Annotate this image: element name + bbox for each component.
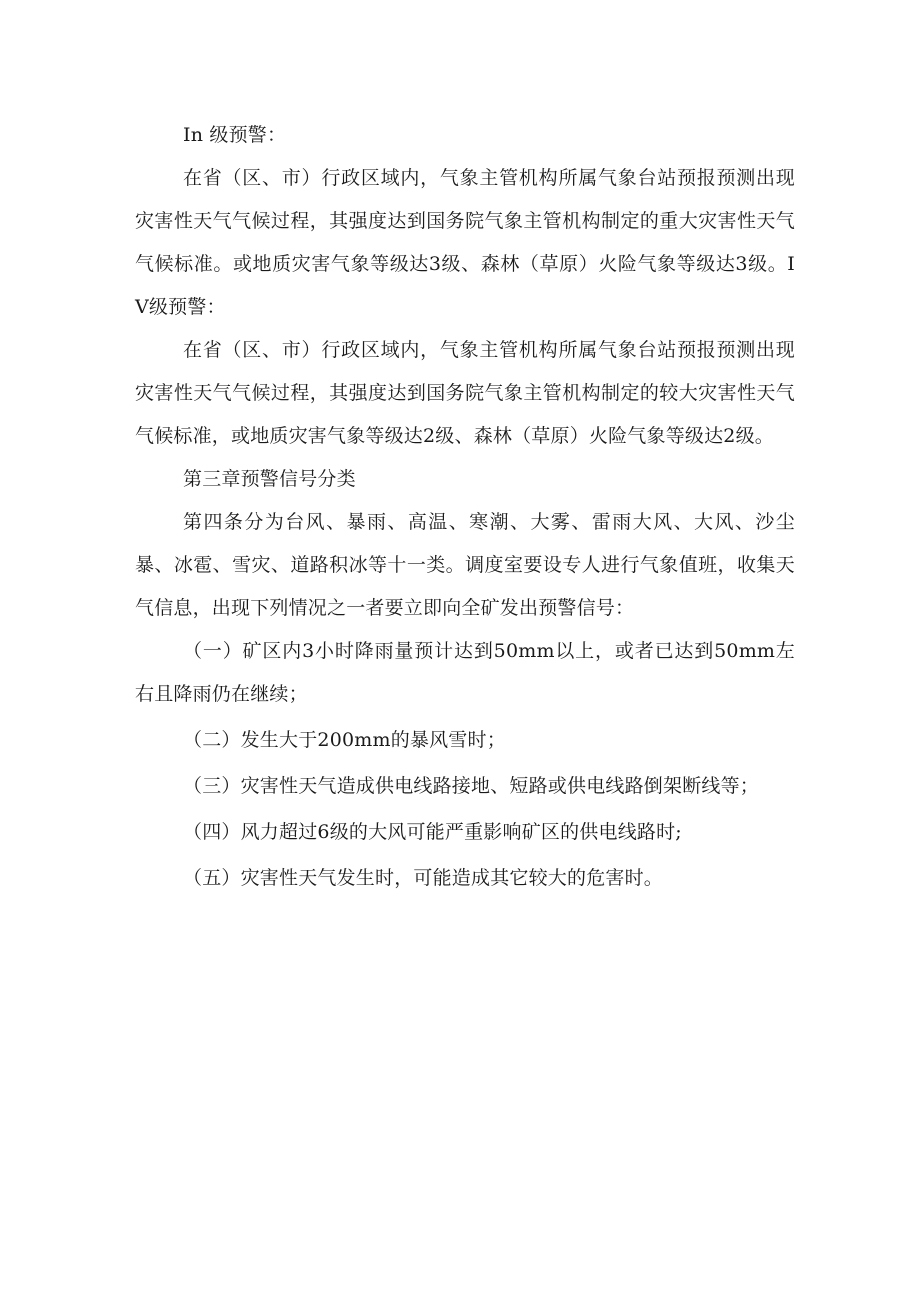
- list-item-other-hazards: （五）灾害性天气发生时，可能造成其它较大的危害时。: [183, 867, 664, 889]
- heading-level-in-warning: In 级预警：: [183, 124, 287, 146]
- document-body: [135, 114, 795, 900]
- paragraph-major-disaster-standard: 在省（区、市）行政区域内，气象主管机构所属气象台站预报预测出现灾害性天气气候过程，其强度达到国务院气象主管机构制定的重大灾害性天气气候标准。或地质灾害气象等级达3级、森林（草原）火险气象等级达3级。IV级预警：: [135, 167, 795, 318]
- paragraph-article-four: 第四条分为台风、暴雨、高温、寒潮、大雾、雷雨大风、大风、沙尘暴、冰雹、雪灾、道路积冰等十一类。调度室要设专人进行气象值班，收集天气信息，出现下列情况之一者要立即向全矿发出预警信号：: [135, 511, 795, 619]
- list-item-power-line-fault: （三）灾害性天气造成供电线路接地、短路或供电线路倒架断线等；: [183, 775, 760, 797]
- list-item-snowstorm: （二）发生大于200mm的暴风雪时；: [183, 729, 506, 751]
- list-item-rainfall: （一）矿区内3小时降雨量预计达到50mm以上，或者已达到50mm左右且降雨仍在继续；: [135, 640, 795, 705]
- paragraph-larger-disaster-standard: 在省（区、市）行政区域内，气象主管机构所属气象台站预报预测出现灾害性天气气候过程，其强度达到国务院气象主管机构制定的较大灾害性天气气候标准，或地质灾害气象等级达2级、森林（草原）火险气象等级达2级。: [135, 339, 795, 447]
- list-item-strong-wind: （四）风力超过6级的大风可能严重影响矿区的供电线路时;: [183, 821, 682, 843]
- chapter-heading-signal-classification: 第三章预警信号分类: [183, 468, 356, 490]
